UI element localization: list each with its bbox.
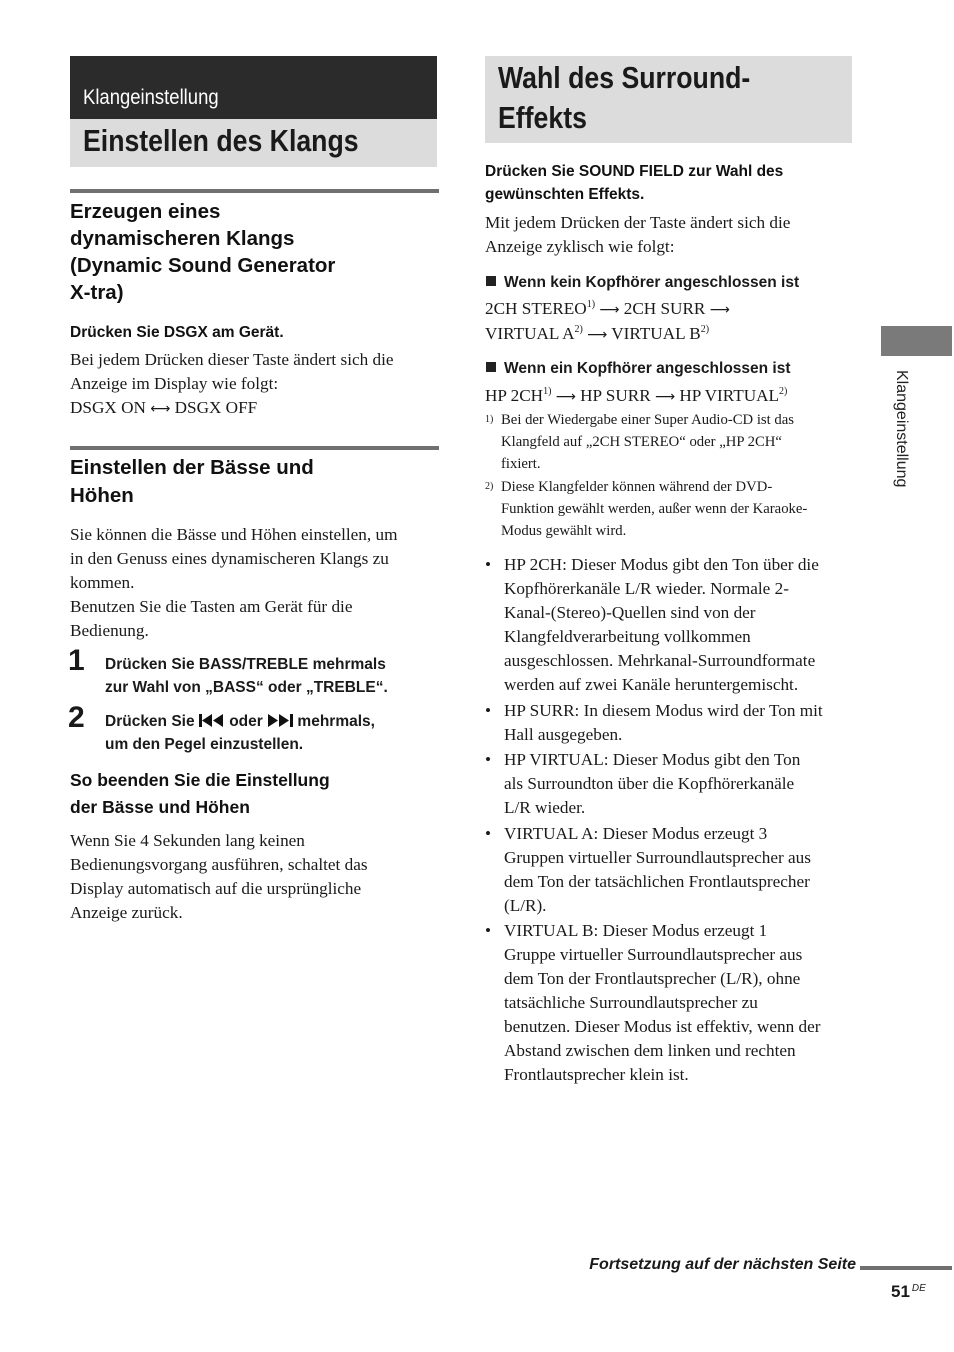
step-number-1: 1 — [68, 644, 85, 677]
chapter-label: Klangeinstellung — [83, 86, 219, 109]
body-sound-field: Mit jedem Drücken der Taste ändert sich die Anzeige zyklisch wie folgt: — [485, 213, 791, 256]
list-item: • HP SURR: In diesem Modus wird der Ton mit Hall ausgegeben. — [485, 700, 823, 744]
section-heading-bass-treble: Einstellen der Bässe und Höhen — [70, 456, 314, 507]
subheading-no-headphones: Wenn kein Kopfhörer angeschlossen ist — [486, 271, 799, 294]
mode-description-list — [485, 553, 860, 1089]
list-item: • HP 2CH: Dieser Modus gibt den Ton über die Kopfhörerkanäle L/R wieder. Normale 2- Kanal-(Stereo)-Quellen sind von der Klangfeldverarbeitung vollkommen ausgeschlossen. Mehrkanal-Surroundformate werden auf zwei Kanäle heruntergemischt. — [485, 555, 819, 694]
continued-note: Fortsetzung auf der nächsten Seite — [589, 1256, 856, 1273]
section-heading-dsgx: Erzeugen eines dynamischeren Klangs (Dynamic Sound Generator X-tra) — [70, 200, 336, 304]
section-divider — [70, 446, 439, 450]
instruction-sound-field: Drücken Sie SOUND FIELD zur Wahl des gewünschten Effekts. — [485, 163, 784, 203]
list-item: • VIRTUAL A: Dieser Modus erzeugt 3 Gruppen virtueller Surroundlautsprecher aus dem Ton der tatsächlichen Frontlautsprecher (L/R). — [485, 823, 811, 915]
section-heading-end-setting: So beenden Sie die Einstellung der Bässe und Höhen — [70, 770, 330, 817]
right-arrow-icon: ⟶ — [599, 302, 620, 318]
right-arrow-icon: ⟶ — [587, 327, 608, 343]
step-number-2: 2 — [68, 701, 85, 734]
page-number: 51 $^{DE}$ — [891, 1282, 926, 1301]
chapter-side-label: Klangeinstellung — [893, 370, 910, 488]
square-bullet-icon — [486, 362, 496, 372]
right-arrow-icon: ⟶ — [709, 302, 730, 318]
surround-title-line-2: Effekts — [498, 100, 587, 135]
list-item: • HP VIRTUAL: Dieser Modus gibt den Ton als Surroundton über die Kopfhörerkanäle L/R wieder. — [485, 750, 801, 817]
subheading-with-headphones: Wenn ein Kopfhörer angeschlossen ist — [486, 357, 791, 380]
dsgx-toggle-sequence: DSGX ON ⟷ DSGX OFF — [70, 398, 258, 417]
page-title: Einstellen des Klangs — [83, 123, 359, 158]
footnote-2: 2) Diese Klangfelder können während der DVD- Funktion gewählt werden, außer wenn der Karaoke- Modus gewählt wird. — [485, 479, 808, 539]
sequence-with-headphones: HP 2CH$^{1)}$ ⟶ HP SURR ⟶ HP VIRTUAL$^{2)}$ — [485, 386, 788, 405]
right-arrow-icon: ⟶ — [555, 389, 576, 405]
chapter-side-tab — [881, 326, 952, 356]
continued-rule — [860, 1266, 952, 1270]
section-divider — [70, 189, 439, 193]
surround-title-line-1: Wahl des Surround- — [498, 60, 751, 95]
step-text-2: Drücken Sie oder mehrmals, um den Pegel einzustellen. — [105, 713, 375, 753]
list-item: • VIRTUAL B: Dieser Modus erzeugt 1 Gruppe virtueller Surroundlautsprecher aus dem Ton der Frontlautsprecher (L/R), ohne tatsächliche Surroundlautsprecher zu benutzen. Dieser Modus ist effektiv, wenn der Abstand zwischen dem linken und rechten Frontlautsprecher klein ist. — [485, 921, 821, 1084]
body-bass-treble: Sie können die Bässe und Höhen einstellen, um in den Genuss eines dynamischeren Klangs zu kommen. Benutzen Sie die Tasten am Gerät für die Bedienung. — [70, 525, 398, 640]
surround-title-box — [485, 56, 852, 143]
double-arrow-icon: ⟷ — [150, 401, 171, 417]
body-end-setting: Wenn Sie 4 Sekunden lang keinen Bedienungsvorgang ausführen, schaltet das Display automatisch auf die ursprüngliche Anzeige zurück. — [70, 831, 368, 922]
previous-track-icon — [199, 714, 225, 727]
sequence-no-headphones: 2CH STEREO$^{1)}$ ⟶ 2CH SURR ⟶ VIRTUAL $A^{2)}$ ⟶ VIRTUAL $B^{2)}$ — [485, 299, 730, 343]
body-dsgx: Bei jedem Drücken dieser Taste ändert sich die Anzeige im Display wie folgt: DSGX ON ⟷ DSGX OFF — [70, 348, 450, 421]
right-arrow-icon: ⟶ — [654, 389, 676, 405]
footnote-1: 1) Bei der Wiedergabe einer Super Audio-CD ist das Klangfeld auf „2CH STEREO“ oder „HP 2CH“ fixiert. — [485, 412, 794, 472]
step-text-1: Drücken Sie BASS/TREBLE mehrmals zur Wahl von „BASS“ oder „TREBLE“. — [105, 656, 388, 696]
instruction-dsgx: Drücken Sie DSGX am Gerät. — [70, 324, 284, 341]
page-title-box — [70, 119, 437, 167]
square-bullet-icon — [486, 276, 496, 286]
next-track-icon — [267, 714, 293, 727]
chapter-header — [70, 56, 437, 119]
